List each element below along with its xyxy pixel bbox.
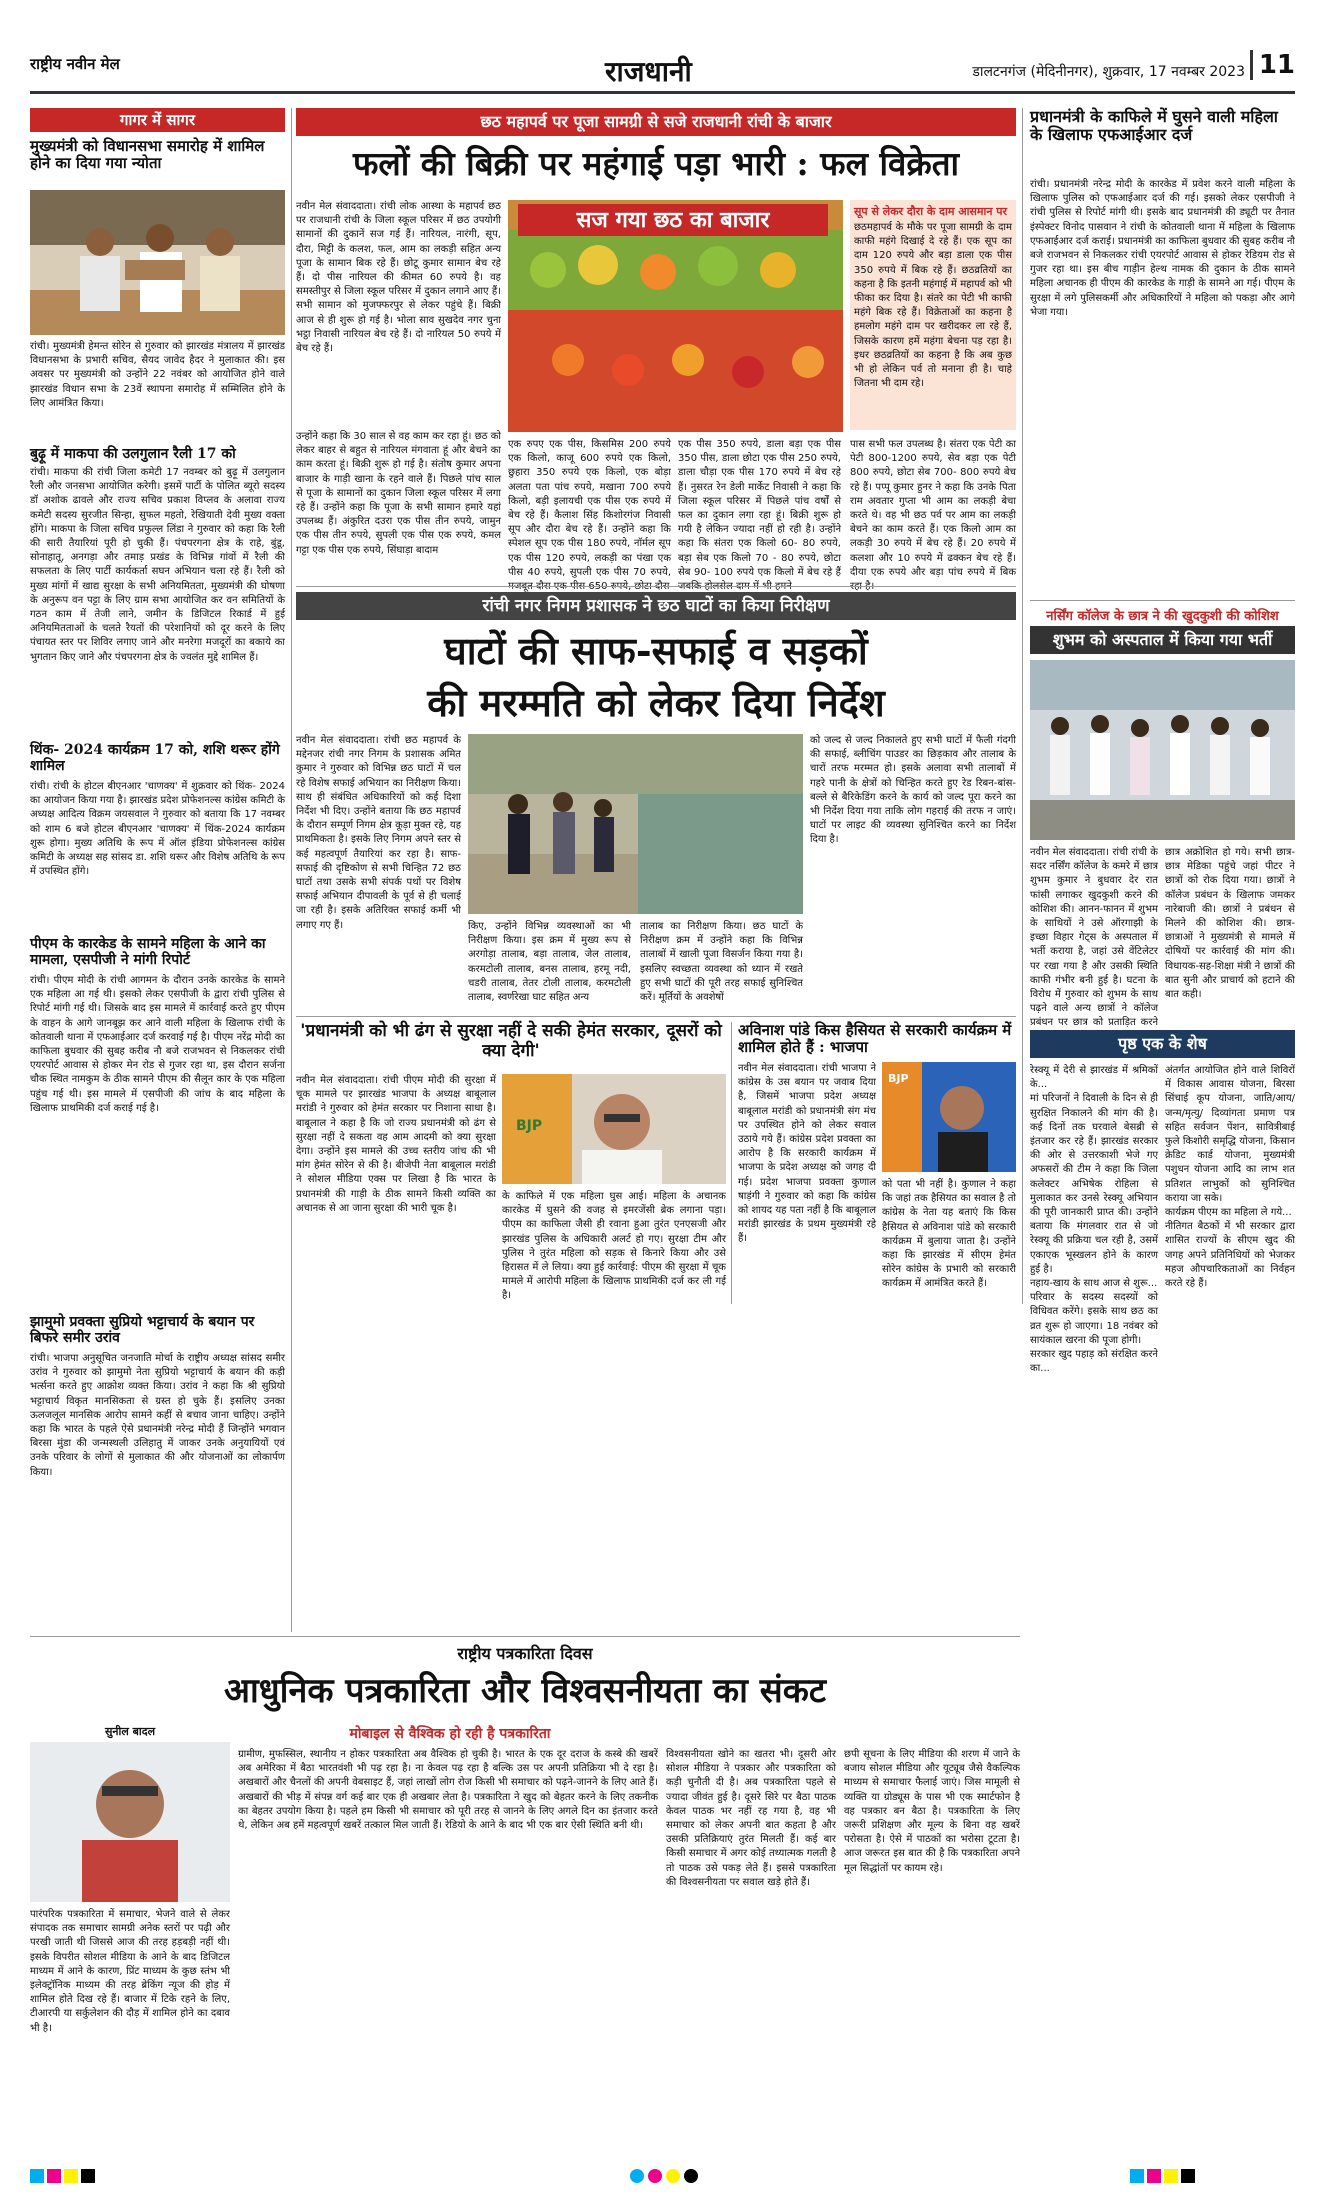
story-column: नवीन मेल संवाददाता। रांची लोक आस्था के महापर्व छठ पर राजधानी रांची के जिला स्कूल परिसर में छठ उपयोगी सामानों की दुकानें सज गई हैं। नारियल, नारंगी, सूप, दौरा, मिट्टी के कलश, फल, आम का लकड़ी सहित अन्य पूजा के सामान बिक रहे हैं। छोटू कुमार सामान बेच रहे हैं। दो पीस नारियल की कीमत 60 रुपये है। वह समस्तीपुर से जिला स्कूल परिसर में दुकान लगाने आए हैं। सभी सामान को मुजफ्फरपुर से लेकर पहुंचे हैं। बिक्री आज से ही शुरू हो गई है। भोला साव सुखदेव नगर चुना भट्ठा निवासी नारियल बेच रहे हैं। दो नारियल 50 रुपये में बेच रहे हैं। bbox=[296, 201, 501, 355]
story-column: नवीन मेल संवाददाता। रांची भाजपा ने कांग्रेस के उस बयान पर जवाब दिया है, जिसमें भाजपा प्रदेश अध्यक्ष बाबूलाल मरांडी को प्रधानमंत्री संग मंच पर उपस्थित होने को लेकर सवाल उठाये गये हैं। कांग्रेस प्रदेश प्रवक्ता का आरोप है कि सरकारी कार्यक्रम में भाजपा के प्रदेश अध्यक्ष को जगह दी गई। प्रदेश भाजपा प्रवक्ता कुणाल षाड़ंगी ने गुरुवार को कहा कि कांग्रेस को शायद यह पता नहीं है कि बाबूलाल मरांडी झारखंड के प्रथम मुख्यमंत्री रहे हैं। bbox=[738, 1063, 876, 1245]
story-body: रांची। प्रधानमंत्री नरेन्द्र मोदी के कारकेड में प्रवेश करने वाली महिला के खिलाफ पुलिस को एफआईआर दर्ज की गई। इसको लेकर एसपीजी ने रांची पुलिस से रिपोर्ट मांगी थी। इसके बाद प्रधानमंत्री की ड्यूटी पर तैनात इंस्पेक्टर विनोद पासवान ने रांची के कोतवाली थाना में महिला के खिलाफ एफआईआर दर्ज कराई। प्रधानमंत्री का काफिला बुधवार की सुबह करीब नौ बजे राजभवन से निकलकर रांची एयरपोर्ट आवास से होकर रेडियम रोड से गुजर रहा था। इस बीच गाड़ीन हेल्थ नामक की दुकान के ठीक सामने महिला अचानक ही पीएम की कारकेड के गाड़ी के सामने आ गई। पीएम के सुरक्षा में लगे पुलिसकर्मी और अधिकारियों ने महिला को पकड़ा और आगे भेजा गया। bbox=[1030, 179, 1295, 318]
story-headline: मुख्यमंत्री को विधानसभा समारोह में शामिल होने का दिया गया न्योता bbox=[30, 137, 265, 173]
main-headline: की मरम्मति को लेकर दिया निर्देश bbox=[427, 680, 885, 725]
column-divider bbox=[1022, 108, 1023, 1304]
story-column: छात्र अक्रोशित हो गये। सभी छात्र-छात्र मेडिका पहुंचे जहां पीटर ने छात्रों को रोक दिया गया। छात्रों ने कॉलेज प्रबंधन के खिलाफ जमकर नारेबाजी की। छात्रों ने प्रबंधन से मिलने की कोशिश की। छात्र-छात्राओं ने मुख्यमंत्री से मामले में दोषियों पर कार्रवाई की मांग की। विधायक-सह-शिक्षा मंत्री ने छात्रों की बात सुनी और प्राचार्य को हटाने की बात कही। bbox=[1165, 847, 1295, 1001]
story-column: एक पीस 350 रुपये, डाला बड़ा एक पीस 350 पीस, डाला छोटा एक पीस 250 रुपये, डाला चौड़ा एक पीस 170 रुपये में बेच रहे हैं। नुसरत रेन डेली मार्केट निवासी ने कहा कि जिला स्कूल परिसर में पिछले पांच वर्षों से फल का दुकान लगा रहा हूं। बिक्री शुरू हो गयी है लेकिन ज्यादा नहीं हो रही है। उन्होंने कहा कि संतरा एक किलो 60- 80 रुपये, बड़ा सेब एक किलो 70 - 80 रुपये, छोटा सेब 90- 100 रुपये एक किलो में बेच रहे हैं bbox=[678, 439, 841, 578]
main-headline: घाटों की साफ-सफाई व सड़कों bbox=[444, 628, 868, 673]
ghat-inspection-photo bbox=[468, 734, 803, 914]
color-registration-strip bbox=[30, 2168, 1295, 2188]
story-column: को पता भी नहीं है। कुणाल ने कहा कि जहां तक हैसियत का सवाल है तो कांग्रेस के नेता यह बताएं कि किस हैसियत से अविनाश पांडे को सरकारी कार्यक्रम में बुलाया जाता है। उन्होंने कहा कि झारखंड में सीएम हेमंत सोरेन कांग्रेस के प्रभारी को सरकारी कार्यक्रम में आमंत्रित करते हैं। bbox=[882, 1179, 1016, 1290]
story-headline: पीएम के कारकेड के सामने महिला के आने का मामला, एसपीजी ने मांगी रिपोर्ट bbox=[30, 936, 266, 969]
story-column: नवीन मेल संवाददाता। रांची रांची के सदर नर्सिंग कॉलेज के कमरे में छात्र शुभम कुमार ने बुधवार देर रात फांसी लगाकर खुदकुशी करने की कोशिश की। आनन-फानन में शुभम के साथियों ने उसे ऑरगाझी के इच्छा विहार गेट्स के अस्पताल में भर्ती कराया है, जहां उसे वेंटिलेटर पर रखा गया है और उसकी स्थिति काफी गंभीर बनी हुई है। घटना के विरोध में गुरुवार को शुभम के साथ पढ़ने वाले अन्य छात्रों ने कॉलेज प्रबंधन पर छात्र को प्रताड़ित करने bbox=[1030, 847, 1158, 1029]
author-name: सुनील बादल bbox=[104, 1725, 156, 1738]
babulal-photo bbox=[502, 1074, 726, 1184]
author-photo bbox=[30, 1742, 230, 1902]
story-headline: शुभम को अस्पताल में किया गया भर्ती bbox=[1030, 626, 1295, 654]
story-column: छपी सूचना के लिए मीडिया की शरण में जाने के बजाय सोशल मीडिया और यूट्यूब जैसे वैकल्पिक माध्यम से समाचार फैलाई जाएं। जिस मामूली से व्यक्ति या ग्रोड्यूस के पास भी एक स्मार्टफोन है वह पत्रकार बन बैठा है। पत्रकारिता के लिए जरूरी प्रशिक्षण और मूल्य के बिना वह खबरें परोसता है। ऐसे में पाठकों का भरोसा टूटता है। आज जरूरत इस बात की है कि पत्रकारिता अपने मूल सिद्धांतों पर कायम रहे। bbox=[844, 1749, 1020, 1874]
sidebar-box bbox=[850, 200, 1016, 430]
story-kicker: नर्सिंग कॉलेज के छात्र ने की खुदकुशी की कोशिश bbox=[1046, 609, 1279, 624]
page-number: 11 bbox=[1250, 50, 1295, 80]
story-column: रेस्क्यू में देरी से झारखंड में श्रमिकों के... मां परिजनों ने दिवाली के दिन से ही सुरक्षित निकालने की मांग की है। कई दिनों तक घरवाले बेसब्री से इंतजार कर रहे हैं। झारखंड सरकार की ओर से उत्तरकाशी भेजे गए अफसरों की टीम ने कहा कि जिला कलेक्टर अभिषेक रोहिला से मुलाकात कर उनसे रेस्क्यू अभियान की पूरी जानकारी प्राप्त की। उन्होंने बताया कि मंगलवार रात से जो रेस्क्यू की प्रक्रिया चल रही है, उसमें एकाएक भूस्खलन होने के कारण हुई है। नहाय-खाय के साथ आज से शुरू... परिवार के सदस्य सदस्यों को विधिवत करेंगे। इसके साथ छठ का व्रत शुरू हो जाएगा। 18 नवंबर को सायंकाल खरना की पूजा होगी। सरकार खुद पहाड़ को संरक्षित करने का... bbox=[1030, 1065, 1158, 1375]
story-headline: 'प्रधानमंत्री को भी ढंग से सुरक्षा नहीं दे सकी हेमंत सरकार, दूसरों को क्या देगी' bbox=[300, 1021, 722, 1061]
story-column: एक रुपए एक पीस, किसमिस 200 रुपये एक किलो, काजू 600 रुपये एक किलो, छुहारा 350 रुपये एक किलो, एक बोड़ा अलता पता पांच रुपये, मखाना 700 रुपये किलो, बड़ी इलायची एक पीस एक रुपये में बेच रहे हैं। कैलाश सिंह किशोरगंज निवासी सूप और दौरा बेच रहे हैं। उन्होंने कहा कि स्पेशल सूप एक पीस 180 रुपये, नॉर्मल सूप एक पीस 120 रुपये, लकड़ी का पंखा एक पीस 40 रुपये, सुपली एक पीस 70 रुपये, bbox=[508, 439, 671, 578]
cm-meeting-photo bbox=[30, 190, 285, 335]
story-headline: झामुमो प्रवक्ता सुप्रियो भट्टाचार्य के बयान पर बिफरे समीर उरांव bbox=[30, 1314, 255, 1347]
story-body: रांची। रांची के होटल बीएनआर 'चाणक्य' में शुक्रवार को थिंक- 2024 का आयोजन किया गया है। झारखंड प्रदेश प्रोफेशनल्स कांग्रेस कमिटी के अध्यक्ष आदित्य विक्रम जयसवाल ने गुरुवार को बताया कि 17 नवम्बर को शाम 6 बजे होटल बीएनआर 'चाणक्य' में थिंक-2024 कार्यक्रम शुरू होगा। मुख्य अतिथि के रूप में ऑल इंडिया प्रोफेशनल्स कांग्रेस कमिटी के अध्यक्ष सह सांसद डा. शशि थरूर और विशेष अतिथि के रूप में उपस्थित होंगे। bbox=[30, 781, 285, 878]
story-column: को जल्द से जल्द निकालते हुए सभी घाटों में फैली गंदगी की सफाई, ब्लीचिंग पाउडर का छिड़काव और तालाब के चारों तरफ मरम्मत हो। इसके अलावा सभी तालाबों में गहरे पानी के क्षेत्रों को चिन्हित करते हुए रेड रिबन-बांस-बल्ले से बैरिकेडिंग करने के कार्य को जल्द पूरा करने का भी निर्देश दिया गया ताकि लोग गहराई की तरफ न जाएं। घाटों पर लाइट की व्यवस्था सुनिश्चित करने का निर्देश दिया है। bbox=[810, 735, 1016, 846]
story-column: विश्वसनीयता खोने का खतरा भी। दूसरी ओर सोशल मीडिया ने पत्रकार और पत्रकारिता को कड़ी चुनौती दी है। अब पत्रकारिता पहले से ज्यादा जीवंत हुई है। दूसरे सिरे पर बैठा पाठक केवल पाठक भर नहीं रह गया है, वह भी समाचार को लेकर अपनी बात कहता है और उसकी प्रतिक्रियाएं तुरंत मिलती हैं। कई बार किसी समाचार में अगर कोई तथ्यात्मक गलती है तो पाठक उसे पकड़ लेते हैं। इससे पत्रकारिता की विश्वसनीयता पर सवाल खड़े होते हैं। bbox=[666, 1749, 836, 1888]
story-column: अंतर्गत आयोजित होने वाले शिविरों में विकास आवास योजना, बिरसा सिंचाई कूप योजना, जाति/आय/जन्म/मृत्यु/ दिव्यांगता प्रमाण पत्र सहित सर्वजन पेंशन, सावित्रीबाई फुले किशोरी समृद्धि योजना, किसान क्रेडिट कार्ड योजना, मुख्यमंत्री पशुधन योजना आदि का लाभ शत प्रतिशत लाभुकों को सुनिश्चित कराया जा सके। कार्यक्रम पीएम का महिला ले गये... नीतिगत बैठकों में भी सरकार द्वारा शासित राज्यों के सीएम खुद की जगह अपने प्रतिनिधियों को भेजकर महज औपचारिकताओं का निर्वहन करते रहे हैं। bbox=[1165, 1065, 1295, 1290]
dateline: डालटनगंज (मेदिनीनगर), शुक्रवार, 17 नवम्बर 2023 bbox=[972, 64, 1245, 80]
masthead bbox=[30, 48, 1295, 94]
story-headline: बुढ़ू में माकपा की उलगुलान रैली 17 को bbox=[30, 446, 236, 462]
story-column: नवीन मेल संवाददाता। रांची पीएम मोदी की सुरक्षा में चूक मामले पर झारखंड भाजपा के अध्यक्ष बाबूलाल मरांडी ने गुरुवार को हेमंत सरकार पर निशाना साधा है। बाबूलाल ने कहा है कि जो राज्य प्रधानमंत्री को ढंग से सुरक्षा नहीं दे सकता वह आम आदमी को क्या सुरक्षा देगा। उन्होंने इस मामले की उच्च स्तरीय जांच की भी मांग हेमंत सोरेन से की है। बीजेपी नेता बाबूलाल मरांडी ने सोशल मीडिया एक्स पर लिखा है कि भारत के प्रधानमंत्री की गाड़ी के ठीक सामने किसी व्यक्ति का अचानक से आ जाना सुरक्षा की भारी चूक है। bbox=[296, 1075, 496, 1214]
kunal-photo bbox=[882, 1062, 1016, 1172]
main-headline: फलों की बिक्री पर महंगाई पड़ा भारी : फल विक्रेता bbox=[352, 144, 960, 183]
story-body: रांची। भाजपा अनुसूचित जनजाति मोर्चा के राष्ट्रीय अध्यक्ष सांसद समीर उरांव ने गुरुवार को झामुमो नेता सुप्रियो भट्टाचार्य के बयान की कड़ी भर्त्सना करते हुए आक्रोश व्यक्त किया। उरांव ने कहा कि श्री सुप्रियो भट्टाचार्य विकृत मानसिकता से ग्रस्त हो चुके हैं। इसलिए उनका ऊलजलूल मानसिक आरोप सामने कहीं से बचाव जाना चाहिए। उन्होंने कहा कि भारत के पहले ऐसे प्रधानमंत्री नरेन्द्र मोदी हैं जिन्होंने भगवान बिरसा मुंडा की जन्मस्थली उलिहातु में जाकर उनके अनुयायियों एवं उनके परिवार के लोगों से मुलाकात की और योजनाओं का लोकार्पण किया। bbox=[30, 1353, 285, 1478]
author-note: पारंपरिक पत्रकारिता में समाचार, भेजने वाले से लेकर संपादक तक समाचार सामग्री अनेक स्तरों पर पढ़ी और परखी जाती थी जिससे आज की तरह हड़बड़ी नहीं थी। इसके विपरीत सोशल मीडिया के आने के बाद डिजिटल माध्यम में आने के कारण, प्रिंट माध्यम के कुछ स्तंभ भी इलेक्ट्रॉनिक माध्यम की तरह ब्रेकिंग न्यूज की होड़ में शामिल होते दिख रहे हैं। बाजार में टिके रहने के लिए, टीआरपी या सर्कुलेशन की दौड़ में शामिल होने का दबाव भी है। bbox=[30, 1909, 230, 2034]
story-column: के काफिले में एक महिला घुस आई। महिला के अचानक कारकेड में घुसने की वजह से इमरजेंसी ब्रेक लगाना पड़ा। पीएम का काफिला जैसी ही रवाना हुआ तुरंत एनएसजी और झारखंड पुलिस के अधिकारी अलर्ट हो गए। सुरक्षा टीम और पुलिस ने तुरंत महिला को सड़क से किनारे किया और उसे हिरासत में ले लिया। क्या हुई कार्रवाई: पीएम की सुरक्षा में चूक मामले में आरोपी महिला के खिलाफ प्राथमिकी दर्ज कर ली गई है। bbox=[502, 1191, 726, 1302]
section-divider bbox=[30, 1636, 1020, 1637]
story-column: ग्रामीण, मुफस्सिल, स्थानीय न होकर पत्रकारिता अब वैश्विक हो चुकी है। भारत के एक दूर दराज के कस्बे की खबरें अब अमेरिका में बैठा भारतवंशी भी पढ़ रहा है। ना केवल पढ़ रहा है बल्कि उस पर अपनी प्रतिक्रिया भी दे रहा है। अखबारों और चैनलों की अपनी वेबसाइट हैं, जहां लाखों लोग रोज किसी भी समाचार को पढ़ने-जानने के लिए आते हैं। अखबारों की भीड़ में संपन्न वर्ग कई बार एक ही अखबार लेता है। पत्रकारिता ने खुद को बेहतर करने के लिए तकनीक का बेहतर उपयोग किया है। पहले हम किसी भी समाचार को पूरी तरह से जानने के लिए अगले दिन का इंतजार करते थे, लेकिन अब हमें महत्वपूर्ण खबरें तत्काल मिल जाती हैं। रेडियो के आने के बाद भी एक बार ऐसी स्थिति बनी थी। bbox=[238, 1749, 658, 1832]
main-headline: आधुनिक पत्रकारिता और विश्वसनीयता का संकट bbox=[224, 1671, 826, 1711]
section-divider bbox=[1030, 600, 1295, 601]
column-divider bbox=[731, 1022, 732, 1304]
story-column: नवीन मेल संवाददाता। रांची छठ महापर्व के मद्देनजर रांची नगर निगम के प्रशासक अमित कुमार ने गुरुवार को विभिन्न छठ घाटों में चल रहे विशेष सफाई अभियान का निरीक्षण किया। साथ ही संबंधित अधिकारियों को कई दिशा निर्देश भी दिए। उन्होंने बताया कि छठ महापर्व के दौरान सम्पूर्ण निगम क्षेत्र कूड़ा मुक्त रहे, यह प्राथमिकता है। इसके लिए निगम अपने स्तर से कई महत्वपूर्ण तैयारियां कर रहा है। साफ-सफाई की दृष्टिकोण से सभी चिन्हित 72 छठ घाटों तथा उसके सभी संपर्क पथों पर विशेष सफाई अभियान दीपावली के पूर्व से ही चलाई जा रही है। इसके अतिरिक्त सफाई कर्मी भी लगाए गए हैं। bbox=[296, 735, 461, 931]
bjp-label: BJP bbox=[888, 1072, 909, 1085]
section-divider bbox=[296, 1016, 1016, 1017]
story-kicker: राष्ट्रीय पत्रकारिता दिवस bbox=[457, 1644, 593, 1663]
nursing-students-photo bbox=[1030, 660, 1295, 840]
section-label: पृष्ठ एक के शेष bbox=[1030, 1030, 1295, 1058]
story-body: रांची। मुख्यमंत्री हेमन्त सोरेन से गुरुवार को झारखंड मंत्रालय में झारखंड विधानसभा के प्रभारी सचिव, सैयद जावेद हैदर ने मुलाकात की। इस अवसर पर मुख्यमंत्री को उन्होंने 22 नवंबर को आयोजित होने वाले झारखंड विधान सभा के 23वें स्थापना समारोह में सम्मिलित होने के लिए आमंत्रित किया। bbox=[30, 341, 285, 409]
story-headline: थिंक- 2024 कार्यक्रम 17 को, शशि थरूर होंगे शामिल bbox=[30, 742, 280, 775]
story-banner: छठ महापर्व पर पूजा सामग्री से सजे राजधानी रांची के बाजार bbox=[296, 108, 1016, 136]
sidebar-headline: सूप से लेकर दौरा के दाम आसमान पर bbox=[854, 205, 1008, 218]
photo-caption: सज गया छठ का बाजार bbox=[518, 204, 828, 236]
section-label: गागर में सागर bbox=[30, 108, 285, 132]
section-divider bbox=[296, 586, 1016, 587]
story-column: किए, उन्होंने विभिन्न व्यवस्थाओं का भी निरीक्षण किया। इस क्रम में मुख्य रूप से अरगोड़ा तालाब, बड़ा तालाब, जेल तालाब, करमटोली तालाब, बनस तालाब, हरमू नदी, चडरी तालाब, तेतर टोली तालाब, करमटोली तालाब, स्वर्णरेखा घाट सहित अन्य bbox=[468, 921, 631, 1004]
bjp-label: BJP bbox=[516, 1118, 543, 1134]
column-divider bbox=[291, 108, 292, 1632]
story-headline: प्रधानमंत्री के काफिले में घुसने वाली महिला के खिलाफ एफआईआर दर्ज bbox=[1030, 107, 1278, 145]
sidebar-body: छठमहापर्व के मौके पर पूजा सामग्री के दाम काफी महंगे दिखाई दे रहे हैं। एक सूप का दाम 120 रुपये और बड़ा डाला एक पीस 350 रुपये में बिक रहे हैं। छठव्रतियों का कहना है कि इतनी महंगाई में महापर्व को भी फीका कर दिया है। संतरे का पेटी भी काफी महंगे बिक रहे हैं। विक्रेताओं का कहना है हमलोग महंगे दाम पर खरीदकर ला रहे हैं, जिसके कारण हमें महंगा बेचना पड़ रहा है। इधर छठव्रतियों का कहना है कि अब कुछ भी हो लेकिन पर्व तो मनाना ही है। चाहे जितना भी दाम रहे। bbox=[854, 222, 1012, 390]
story-kicker: रांची नगर निगम प्रशासक ने छठ घाटों का किया निरीक्षण bbox=[296, 592, 1016, 620]
story-column: तालाब का निरीक्षण किया। छठ घाटों के निरीक्षण क्रम में उन्होंने कहा कि विभिन्न तालाबों में खाली पूजा विसर्जन किया गया है। इसलिए स्वच्छता व्यवस्था को ध्यान में रखते हुए सभी घाटों की पूरी तरह सफाई सुनिश्चित करें। मूर्तियों के अवशेषों bbox=[640, 921, 803, 1004]
story-body: रांची। पीएम मोदी के रांची आगमन के दौरान उनके कारकेड के सामने एक महिला आ गई थी। इसको लेकर एसपीजी के द्वारा रांची पुलिस से रिपोर्ट मांगी गई थी। जिसके बाद इस मामले में कार्रवाई करते हुए पीएम के वाहन के आगे जानबूझ कर आने वाली महिला के खिलाफ रांची के कोतवाली थाना में एफआईआर दर्ज करवाई गई है। पीएम नरेंद्र मोदी का काफिला बुधवार की सुबह करीब नौ बजे राजभवन से निकलकर रांची एयरपोर्ट आवास से होकर मेन रोड से गुजर रहा था, इस दौरान सर्जना चौक स्थित नामकुम के ठीक सामने पीएम की सैलून कार के एक महिला पहुंच गई थी। इस मामले में एसपीजी की जांच के बाद महिला के खिलाफ प्राथमिकी दर्ज कराई गई है। bbox=[30, 975, 285, 1114]
section-title: राजधानी bbox=[605, 55, 692, 88]
story-body: रांची। माकपा की रांची जिला कमेटी 17 नवम्बर को बुढ़ू में उलगुलान रैली और जनसभा आयोजित करेगी। इसमें पार्टी के पोलित ब्यूरो सदस्य डॉ अशोक ढावले और राज्य सचिव प्रकाश विप्लव के अलावा राज्य कमेटी सदस्य सुरजीत सिन्हा, सुफल महतो, रेखियाती देवी मुख्य वक्ता होंगे। माकपा के जिला सचिव प्रफुल्ल लिंडा ने गुरुवार को कहा कि रैली की सारी तैयारियां पूरी हो चुकी हैं। पंचपरगना क्षेत्र के राहे, बुंडू, सोनाहातू, अनगड़ा और तमाड़ प्रखंड के विभिन्न गांवों में रैली की सफलता के लिए पार्टी कार्यकर्ता सघन अभियान चला रहे हैं। रैली को मुख्य मांगों में खाद्य सुरक्षा के सभी अनियमितता, मुख्यमंत्री की घोषणा के अनुरूप वन पट्टा के लिए ग्राम सभा आयोजित कर वन समितियों के गठन काम में तेजी लाने, जमीन के डिजिटल रिकार्ड में हुई अनियमितताओं के चलते रैयतों की परेशानियों को दूर करने के लिए पंचायत स्तर पर शिविर लगाए जाने और मनरेगा मजदूरों का बकाये का भुगतान किए जाने और पंचपरगना क्षेत्र के ज्वलंत मुद्दे शामिल हैं। bbox=[30, 467, 285, 663]
story-column: पास सभी फल उपलब्ध है। संतरा एक पेटी का पेटी 800-1200 रुपये, सेव बड़ा एक पेटी 800 रुपये, छोटा सेब 700- 800 रुपये बेच रहे हैं। पप्पू कुमार हुनर ने कहा कि उनके पिता राम अवतार गुप्ता भी आम का लकड़ी बेचा करते थे। वह भी छठ पर्व पर आम का लकड़ी बेचने का काम करते हैं। एक किलो आम का लकड़ी 30 रुपये में बेच रहे हैं। 20 रुपये में कलशा और 10 रुपये में ढक्कन बेच रहे हैं। दीया एक रुपये और बड़ा पांच रुपये में बिक bbox=[850, 439, 1016, 578]
story-headline: अविनाश पांडे किस हैसियत से सरकारी कार्यक्रम में शामिल होते हैं : भाजपा bbox=[738, 1021, 1012, 1057]
story-column: उन्होंने कहा कि 30 साल से वह काम कर रहा हूं। छठ को लेकर बाहर से बहुत से नारियल मंगवाता हूं और बेचने का काम करता हूं। बिक्री शुरू हो गई है। संतोष कुमार अपना बाजार के गाड़ी खाना के रहने वाले हैं। पिछले पांच साल से पूजा के सामानों का दुकान जिला स्कूल परिसर में लगा रहे हैं। उन्होंने कहा कि पूजा के सभी सामान हमारे यहां उपलब्ध हैं। अंकुरित दउरा एक पीस तीन रुपये, जामुन एक पीस तीन रुपये, सुपली एक पीस एक रुपये, कमल गट्टा एक पीस एक रुपये, सिंघाड़ा बादाम bbox=[296, 431, 501, 556]
story-subhead: मोबाइल से वैश्विक हो रही है पत्रकारिता bbox=[349, 1726, 551, 1742]
brand-name: राष्ट्रीय नवीन मेल bbox=[30, 55, 120, 73]
